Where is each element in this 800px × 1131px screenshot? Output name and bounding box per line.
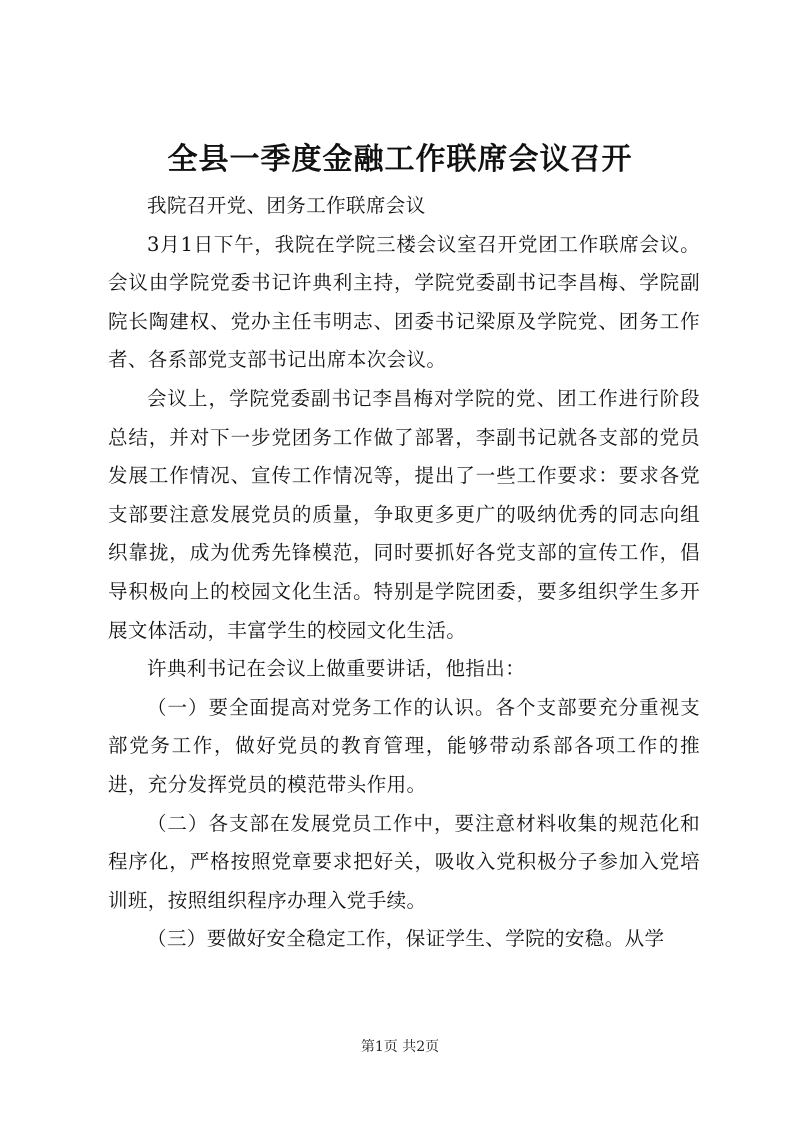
paragraph-meeting-info: 3月1日下午，我院在学院三楼会议室召开党团工作联席会议。会议由学院党委书记许典利主持，学院党委副书记李昌梅、学院副院长陶建权、党办主任韦明志、团委书记梁原及学院党、团务工作者、各系部党支部书记出席本次会议。 — [108, 232, 700, 372]
document-body — [108, 187, 700, 959]
page-number: 第1页 共2页 — [360, 1039, 440, 1055]
document-title: 全县一季度金融工作联席会议召开 — [167, 142, 633, 177]
paragraph-summary: 会议上，学院党委副书记李昌梅对学院的党、团工作进行阶段总结，并对下一步党团务工作做了部署，李副书记就各支部的党员发展工作情况、宣传工作情况等，提出了一些工作要求：要求各党支部要注意发展党员的质量，争取更多更广的吸纳优秀的同志向组织靠拢，成为优秀先锋模范，同时要抓好各党支部的宣传工作，倡导积极向上的校园文化生活。特别是学院团委，要多组织学生多开展文体活动，丰富学生的校园文化生活。 — [108, 386, 700, 642]
paragraph-point-3: （三）要做好安全稳定工作，保证学生、学院的安稳。从学 — [147, 927, 665, 951]
paragraph-subtitle: 我院召开党、团务工作联席会议 — [147, 194, 426, 217]
paragraph-speech-intro: 许典利书记在会议上做重要讲话，他指出： — [147, 657, 526, 681]
paragraph-point-1: （一）要全面提高对党务工作的认识。各个支部要充分重视支部党务工作，做好党员的教育管理，能够带动系部各项工作的推进，充分发挥党员的模范带头作用。 — [108, 695, 700, 796]
paragraph-point-2: （二）各支部在发展党员工作中，要注意材料收集的规范化和程序化，严格按照党章要求把好关，吸收入党积极分子参加入党培训班，按照组织程序办理入党手续。 — [108, 811, 700, 912]
